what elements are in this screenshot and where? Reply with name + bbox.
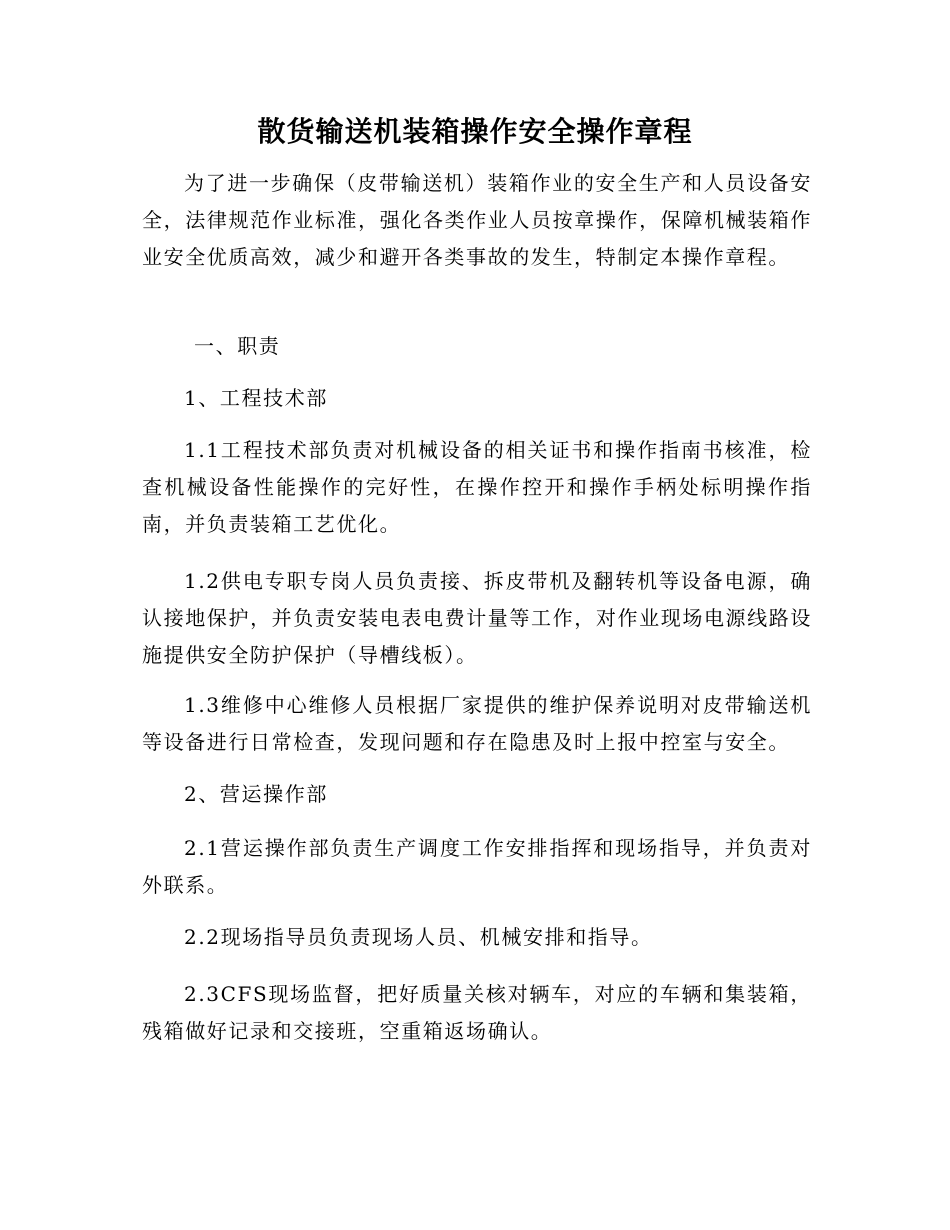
paragraph-1-3: 1.3维修中心维修人员根据厂家提供的维护保养说明对皮带输送机等设备进行日常检查，发现问题和存在隐患及时上报中控室与安全。 xyxy=(142,693,812,754)
section-heading-duties: 一、职责 xyxy=(194,334,281,358)
paragraph-2-3: 2.3CFS现场监督，把好质量关核对辆车，对应的车辆和集装箱，残箱做好记录和交接班，空重箱返场确认。 xyxy=(142,982,812,1043)
paragraph-1-2: 1.2供电专职专岗人员负责接、拆皮带机及翻转机等设备电源，确认接地保护，并负责安装电表电费计量等工作，对作业现场电源线路设施提供安全防护保护（导槽线板）。 xyxy=(142,569,812,667)
subsection-heading-operations: 2、营运操作部 xyxy=(184,782,328,806)
paragraph-1-1: 1.1工程技术部负责对机械设备的相关证书和操作指南书核准，检查机械设备性能操作的完好性，在操作控开和操作手柄处标明操作指南，并负责装箱工艺优化。 xyxy=(142,438,812,536)
paragraph-2-2: 2.2现场指导员负责现场人员、机械安排和指导。 xyxy=(184,925,653,949)
paragraph-2-1: 2.1营运操作部负责生产调度工作安排指挥和现场指导，并负责对外联系。 xyxy=(142,836,812,897)
document-title: 散货输送机装箱操作安全操作章程 xyxy=(257,115,693,148)
intro-paragraph: 为了进一步确保（皮带输送机）装箱作业的安全生产和人员设备安全，法律规范作业标准，强化各类作业人员按章操作，保障机械装箱作业安全优质高效，减少和避开各类事故的发生，特制定本操作章程。 xyxy=(142,171,812,269)
subsection-heading-engineering: 1、工程技术部 xyxy=(184,386,328,410)
